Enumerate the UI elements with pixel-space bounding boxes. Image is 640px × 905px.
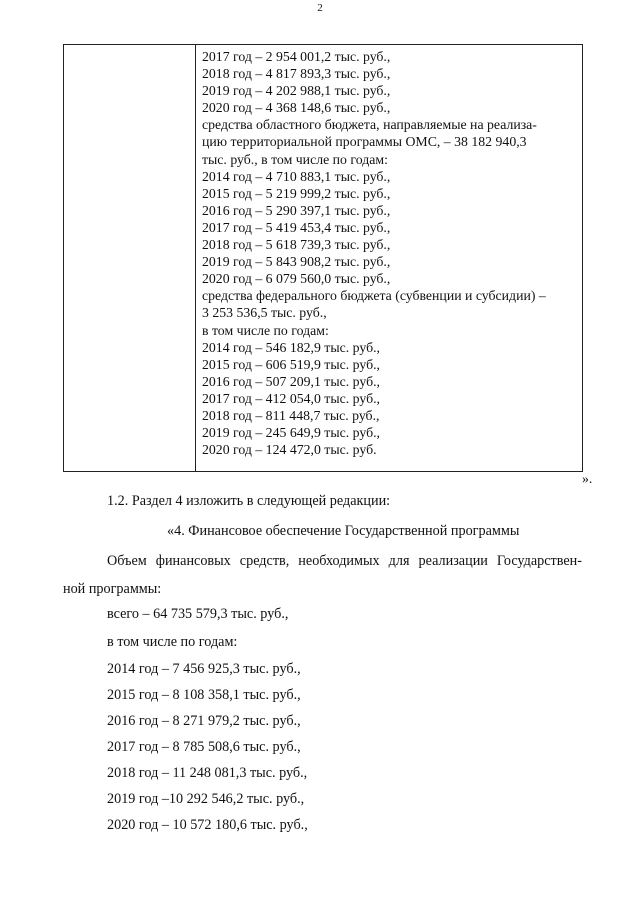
table-line: 2020 год – 4 368 148,6 тыс. руб., — [202, 100, 391, 116]
page-number: 2 — [317, 2, 323, 14]
table-line: 2019 год – 5 843 908,2 тыс. руб., — [202, 254, 391, 270]
table-line: 2016 год – 507 209,1 тыс. руб., — [202, 373, 380, 389]
table-line: 2019 год – 245 649,9 тыс. руб., — [202, 425, 380, 441]
table-line: средства федерального бюджета (субвенции и субсидии) – — [202, 288, 546, 304]
paragraph-line-1: Объем финансовых средств, необходимых для реализации Государствен- — [107, 553, 582, 569]
year-line: 2014 год – 7 456 925,3 тыс. руб., — [107, 661, 301, 677]
table-line: цию территориальной программы ОМС, – 38 182 940,3 — [202, 134, 527, 150]
by-years-line: в том числе по годам: — [107, 634, 238, 650]
table-line: тыс. руб., в том числе по годам: — [202, 151, 388, 167]
year-line: 2020 год – 10 572 180,6 тыс. руб., — [107, 817, 308, 833]
year-line: 2018 год – 11 248 081,3 тыс. руб., — [107, 765, 308, 781]
table-line: 2019 год – 4 202 988,1 тыс. руб., — [202, 83, 391, 99]
section-heading: «4. Финансовое обеспечение Государственной программы — [167, 523, 520, 539]
table-cell-funding — [202, 48, 578, 458]
table-line: 2017 год – 5 419 453,4 тыс. руб., — [202, 219, 391, 235]
table-line: средства областного бюджета, направляемые на реализа- — [202, 117, 537, 133]
table-line: 3 253 536,5 тыс. руб., — [202, 305, 327, 321]
table-line: 2014 год – 4 710 883,1 тыс. руб., — [202, 168, 391, 184]
total-line: всего – 64 735 579,3 тыс. руб., — [107, 606, 289, 622]
year-line: 2016 год – 8 271 979,2 тыс. руб., — [107, 713, 301, 729]
paragraph-line-2: ной программы: — [63, 581, 162, 597]
table-line: 2014 год – 546 182,9 тыс. руб., — [202, 339, 380, 355]
table-line: 2020 год – 124 472,0 тыс. руб. — [202, 442, 377, 458]
funding-table — [63, 44, 583, 472]
year-line: 2017 год – 8 785 508,6 тыс. руб., — [107, 739, 301, 755]
table-line: 2017 год – 412 054,0 тыс. руб., — [202, 390, 380, 406]
table-line: в том числе по годам: — [202, 322, 329, 338]
table-line: 2015 год – 5 219 999,2 тыс. руб., — [202, 185, 391, 201]
year-line: 2019 год –10 292 546,2 тыс. руб., — [107, 791, 305, 807]
table-line: 2020 год – 6 079 560,0 тыс. руб., — [202, 271, 391, 287]
table-line: 2016 год – 5 290 397,1 тыс. руб., — [202, 202, 391, 218]
table-line: 2018 год – 5 618 739,3 тыс. руб., — [202, 237, 391, 253]
table-line: 2015 год – 606 519,9 тыс. руб., — [202, 356, 380, 372]
table-line: 2018 год – 4 817 893,3 тыс. руб., — [202, 66, 391, 82]
closing-quote: ». — [582, 471, 593, 486]
item-text: 1.2. Раздел 4 изложить в следующей редакции: — [107, 493, 391, 509]
table-column-divider — [195, 45, 196, 471]
table-line: 2018 год – 811 448,7 тыс. руб., — [202, 407, 380, 423]
table-line: 2017 год – 2 954 001,2 тыс. руб., — [202, 49, 391, 64]
year-line: 2015 год – 8 108 358,1 тыс. руб., — [107, 687, 301, 703]
